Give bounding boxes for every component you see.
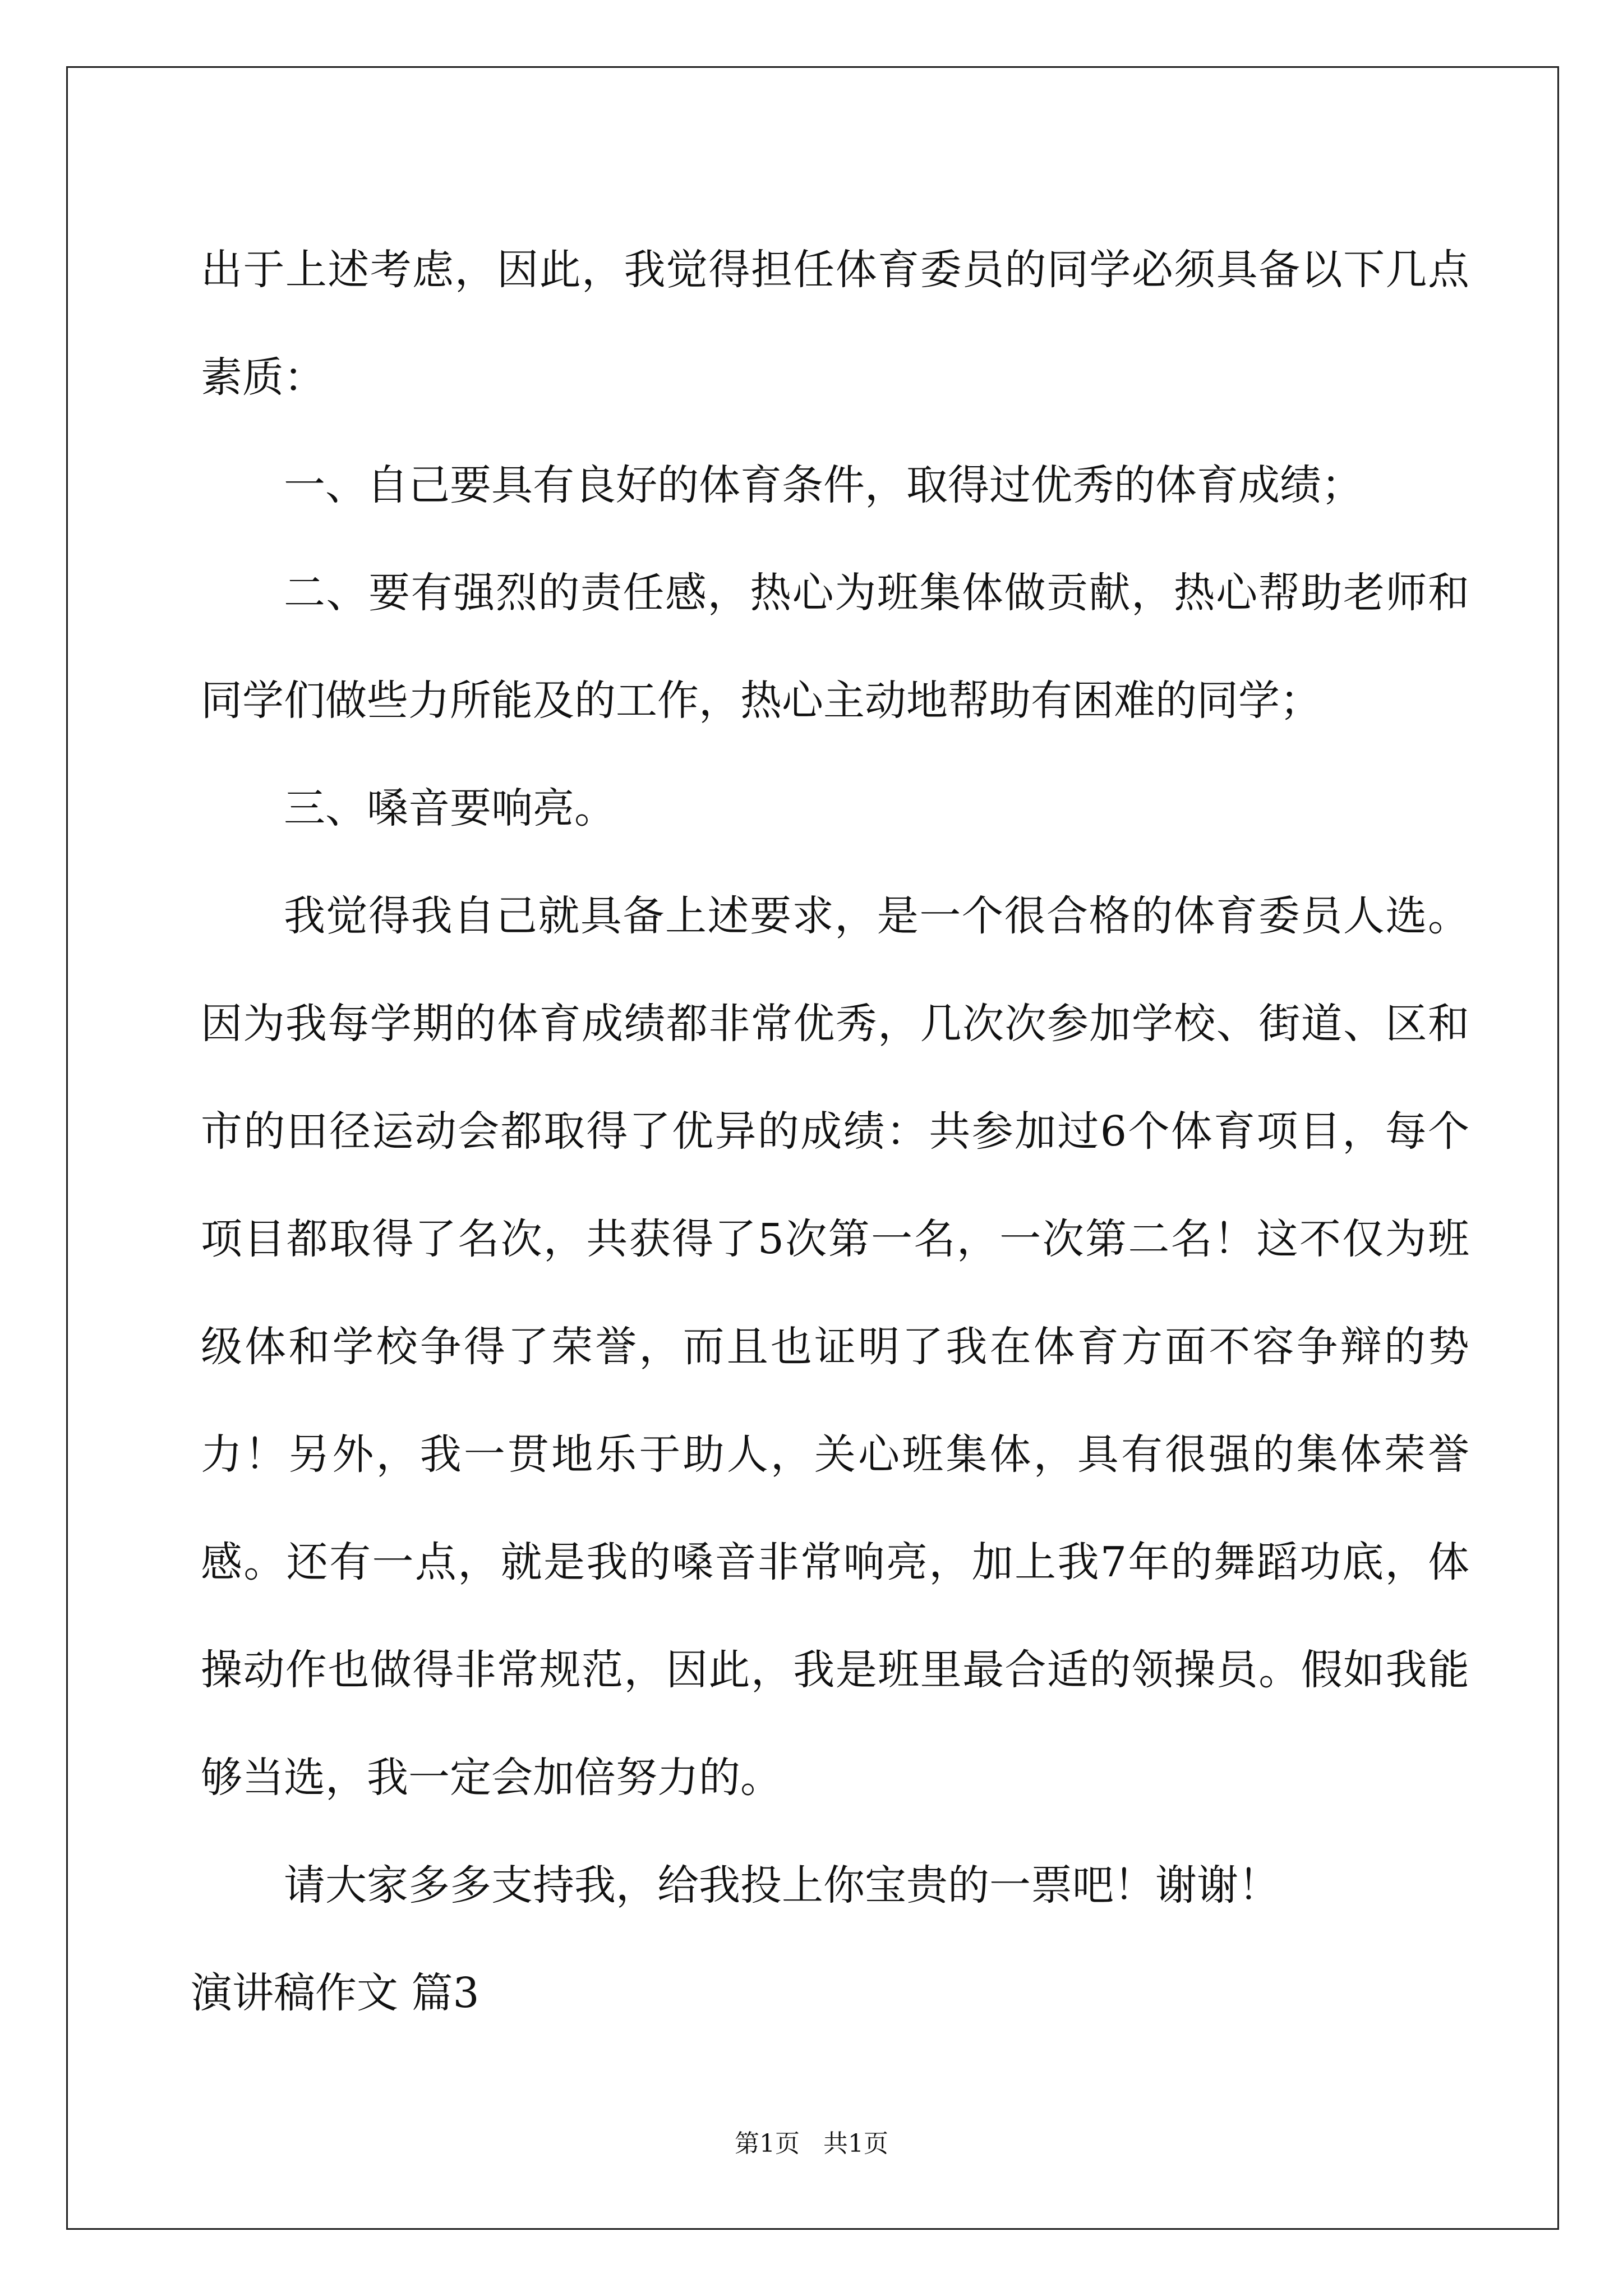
- section-heading: 演讲稿作文 篇3: [191, 1969, 479, 2017]
- paragraph-point-one: 一、自己要具有良好的体育条件，取得过优秀的体育成绩；: [284, 461, 1363, 509]
- document-body: [191, 216, 1469, 2047]
- paragraph-point-three: 三、嗓音要响亮。: [284, 784, 616, 832]
- paragraph-point-two: 二、要有强烈的责任感，热心为班集体做贡献，热心帮助老师和同学们做些力所能及的工作，热心主动地帮助有困难的同学；: [201, 569, 1469, 725]
- paragraph-qualities-intro: 出于上述考虑，因此，我觉得担任体育委员的同学必须具备以下几点素质：: [201, 246, 1469, 402]
- paragraph-closing-appeal: 请大家多多支持我，给我投上你宝贵的一票吧！谢谢！: [284, 1861, 1280, 1910]
- page-footer: 第1页 共1页: [735, 2129, 888, 2158]
- paragraph-self-qualification: 我觉得我自己就具备上述要求，是一个很合格的体育委员人选。因为我每学期的体育成绩都非常优秀，几次次参加学校、街道、区和市的田径运动会都取得了优异的成绩：共参加过6个体育项目，每个项目都取得了名次，共获得了5次第一名，一次第二名！这不仅为班级体和学校争得了荣誉，而且也证明了我在体育方面不容争辩的势力！另外，我一贯地乐于助人，关心班集体，具有很强的集体荣誉感。还有一点，就是我的嗓音非常响亮，加上我7年的舞蹈功底，体操动作也做得非常规范，因此，我是班里最合适的领操员。假如我能够当选，我一定会加倍努力的。: [201, 892, 1469, 1802]
